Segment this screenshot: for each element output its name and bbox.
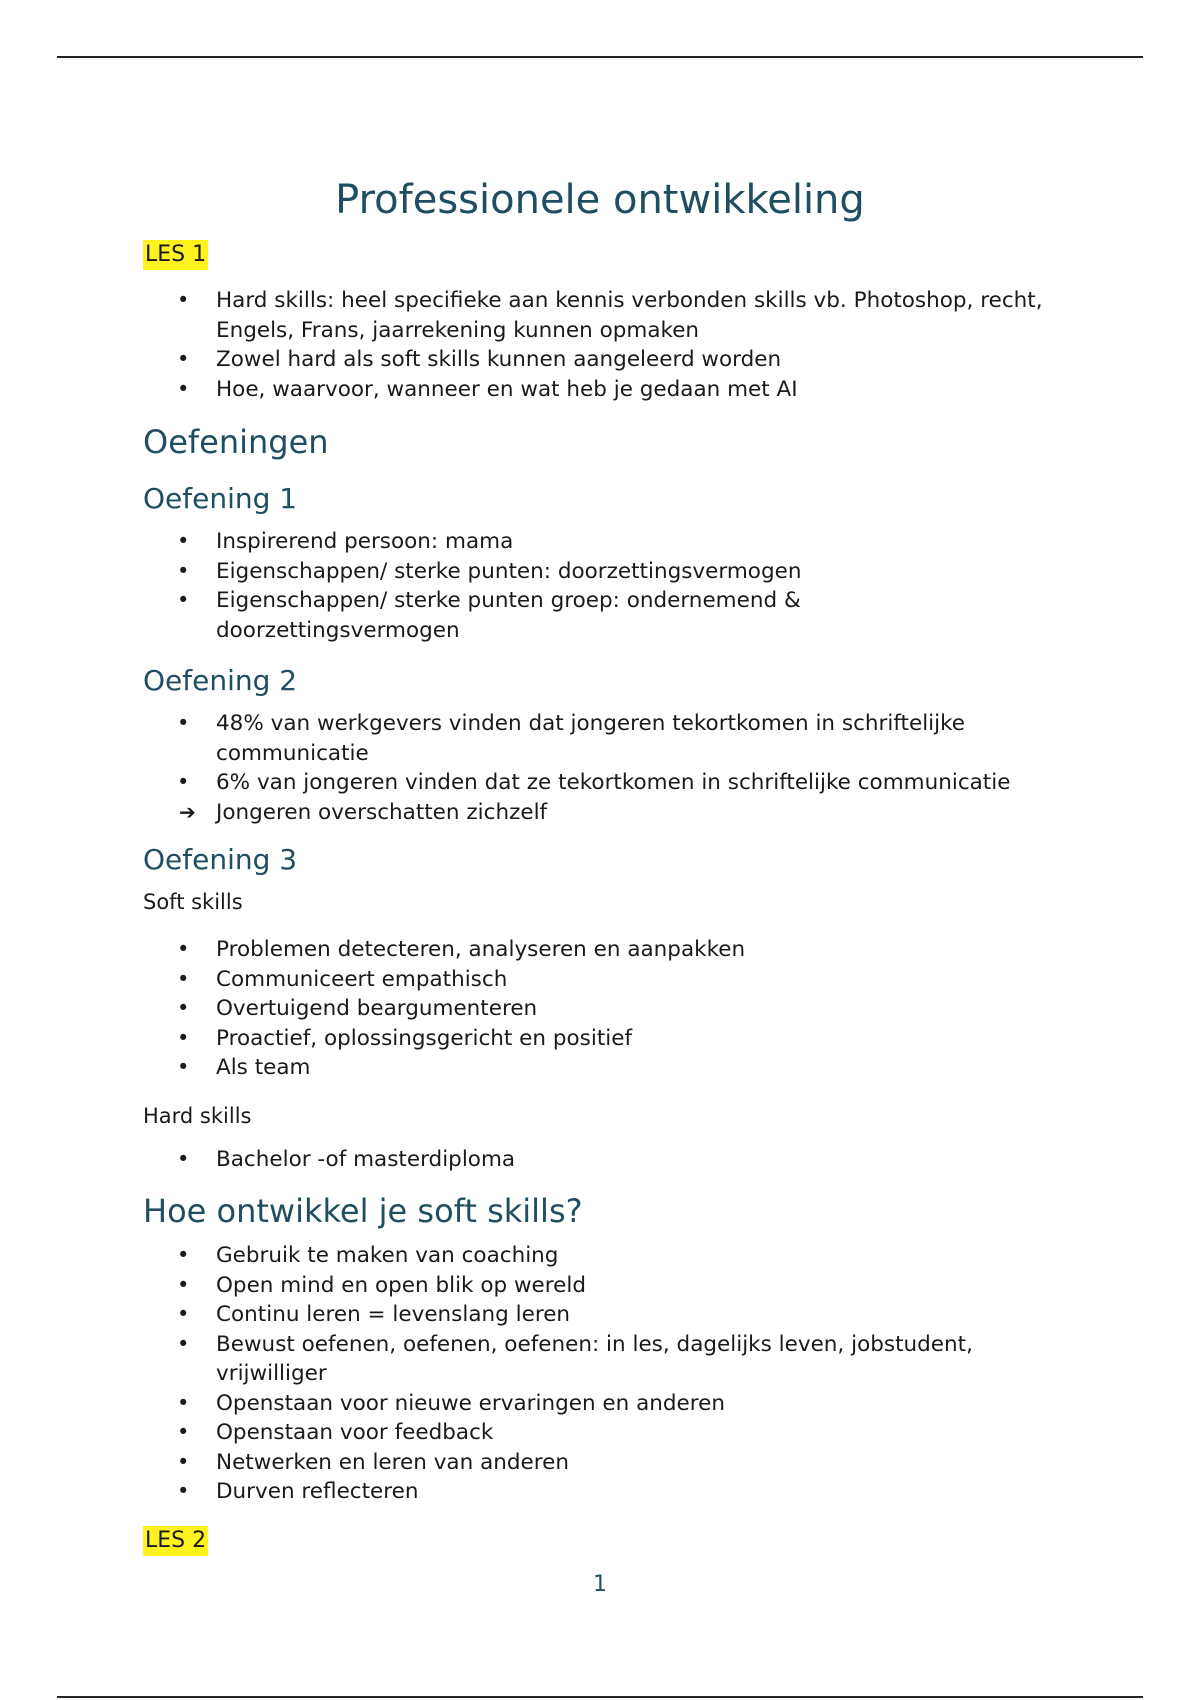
list-item: • Openstaan voor feedback: [0, 1418, 1046, 1448]
bullet-icon: •: [177, 376, 190, 401]
list-item: • Proactief, oplossingsgericht en positief: [0, 1024, 1046, 1054]
bullet-icon: •: [177, 1272, 190, 1297]
oefening-1-heading: Oefening 1: [143, 482, 298, 515]
list-item: • Inspirerend persoon: mama: [0, 527, 1046, 557]
list-item: • Eigenschappen/ sterke punten: doorzettingsvermogen: [0, 557, 1046, 587]
bullet-icon: •: [177, 996, 190, 1020]
bullet-icon: •: [177, 1390, 190, 1415]
list-item: • Communiceert empathisch: [0, 965, 1046, 995]
hard-skills-list: [0, 1145, 1150, 1175]
oefening-2-heading: Oefening 2: [143, 664, 298, 697]
bullet-icon: •: [177, 1331, 190, 1356]
list-item: • Overtuigend beargumenteren: [0, 994, 1046, 1024]
soft-skills-dev-list: [0, 1241, 1150, 1507]
bullet-icon: •: [177, 347, 190, 371]
conclusion-item: ➔ Jongeren overschatten zichzelf: [0, 798, 1046, 828]
soft-skills-dev-heading: Hoe ontwikkel je soft skills?: [143, 1192, 583, 1230]
list-item: • Continu leren = levenslang leren: [0, 1300, 1046, 1330]
list-item: • Eigenschappen/ sterke punten groep: ondernemend & doorzettingsvermogen: [177, 588, 801, 643]
list-item: • Hard skills: heel specifieke aan kennis verbonden skills vb. Photoshop, recht, Engels, Frans, jaarrekening kunnen opmaken: [177, 288, 1043, 343]
hard-skills-label: Hard skills: [143, 1104, 252, 1128]
bullet-icon: •: [177, 937, 190, 961]
oefening-3-heading: Oefening 3: [143, 843, 298, 876]
bullet-icon: •: [177, 711, 190, 735]
les1-marker: [143, 240, 208, 270]
list-item: • Bewust oefenen, oefenen, oefenen: in les, dagelijks leven, jobstudent, vrijwilliger: [177, 1331, 973, 1386]
bullet-icon: •: [177, 288, 190, 312]
list-item: • Openstaan voor nieuwe ervaringen en anderen: [0, 1389, 1046, 1419]
bullet-icon: •: [177, 558, 190, 583]
bullet-icon: •: [177, 770, 190, 794]
les2-highlight: LES 2: [143, 1526, 208, 1556]
page-title: Professionele ontwikkeling: [335, 177, 865, 223]
oefening-2-list: [0, 709, 1150, 827]
list-item: • Bachelor -of masterdiploma: [0, 1145, 1046, 1175]
oefening-1-list: [0, 527, 1150, 645]
footer-rule: [57, 1696, 1143, 1698]
oefeningen-heading: Oefeningen: [143, 423, 329, 461]
list-item: • Zowel hard als soft skills kunnen aangeleerd worden: [0, 345, 1046, 375]
soft-skills-list: [0, 935, 1150, 1083]
les1-list: [0, 286, 1150, 404]
bullet-icon: •: [177, 1055, 190, 1079]
bullet-icon: •: [177, 529, 190, 553]
page-number: 1: [593, 1572, 607, 1597]
list-item: • Hoe, waarvoor, wanneer en wat heb je gedaan met AI: [0, 375, 1046, 405]
arrow-right-icon: ➔: [179, 799, 196, 824]
bullet-icon: •: [177, 1243, 190, 1267]
list-item: • Netwerken en leren van anderen: [0, 1448, 1046, 1478]
bullet-icon: •: [177, 1479, 190, 1503]
list-item: • Problemen detecteren, analyseren en aanpakken: [0, 935, 1046, 965]
bullet-icon: •: [177, 1420, 190, 1444]
bullet-icon: •: [177, 1449, 190, 1474]
list-item: • Durven reflecteren: [0, 1477, 1046, 1507]
list-item: • 48% van werkgevers vinden dat jongeren tekortkomen in schriftelijke communicatie: [177, 711, 966, 766]
list-item: • Open mind en open blik op wereld: [0, 1271, 1046, 1301]
list-item: • 6% van jongeren vinden dat ze tekortkomen in schriftelijke communicatie: [0, 768, 1046, 798]
list-item: • Als team: [0, 1053, 1046, 1083]
header-rule: [57, 56, 1143, 58]
bullet-icon: •: [177, 1147, 190, 1171]
soft-skills-label: Soft skills: [143, 890, 243, 914]
les2-marker: [143, 1526, 208, 1556]
bullet-icon: •: [177, 1302, 190, 1326]
bullet-icon: •: [177, 1025, 190, 1050]
bullet-icon: •: [177, 588, 190, 612]
list-item: • Gebruik te maken van coaching: [0, 1241, 1046, 1271]
les1-highlight: LES 1: [143, 240, 208, 270]
bullet-icon: •: [177, 966, 190, 991]
